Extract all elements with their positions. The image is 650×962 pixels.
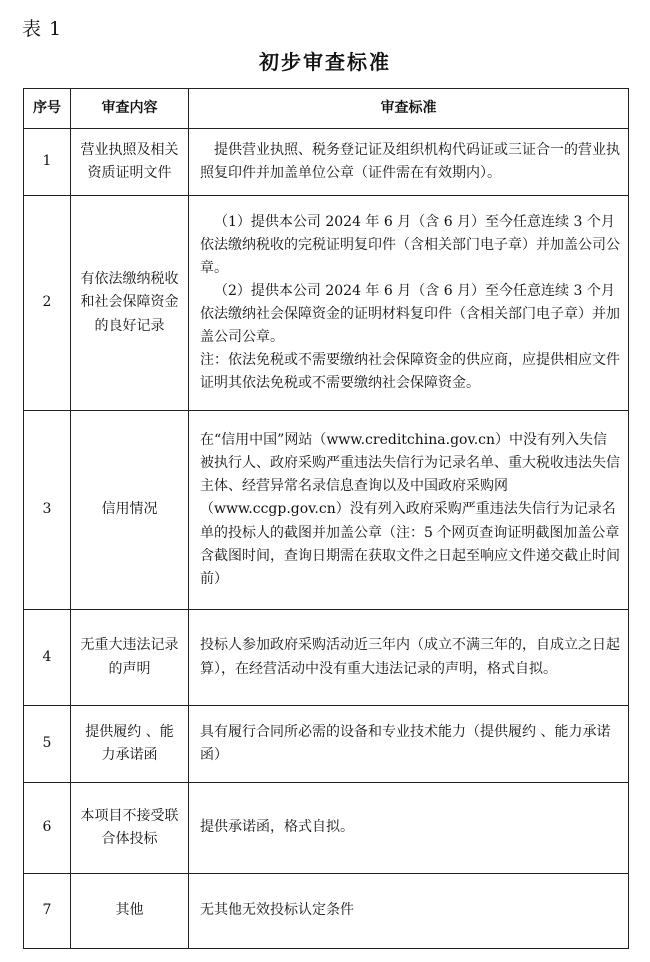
review-standards-table [23,88,629,949]
standard-text: 无其他无效投标认定条件 [200,902,354,919]
row-number: 2 [24,196,71,411]
row-number: 5 [24,706,71,783]
review-content: 营业执照及相关资质证明文件 [71,129,189,196]
review-standard [189,610,629,706]
review-standard [189,129,629,196]
review-content: 提供履约 、能力承诺函 [71,706,189,783]
header-standard: 审查标准 [189,89,629,129]
standard-item-1: （1）提供本公司 2024 年 6 月（含 6 月）至今任意连续 3 个月依法缴纳税收的完税证明复印件（含相关部门电子章）并加盖公司公章。 [200,213,620,276]
standard-text: 提供营业执照、税务登记证及组织机构代码证或三证合一的营业执照复印件并加盖单位公章（证件需在有效期内）。 [200,141,620,181]
header-no: 序号 [24,89,71,129]
standard-text: 具有履行合同所必需的设备和专业技术能力（提供履约 、能力承诺函） [200,723,611,763]
review-content: 无重大违法记录的声明 [71,610,189,706]
review-content: 其他 [71,874,189,949]
review-content: 本项目不接受联合体投标 [71,783,189,874]
table-row [24,874,629,949]
review-standard [189,783,629,874]
table-header-row [24,89,629,129]
review-standard [189,874,629,949]
table-row [24,783,629,874]
header-content: 审查内容 [71,89,189,129]
table-row [24,129,629,196]
table-label: 表 1 [22,18,63,40]
standard-text: 提供承诺函，格式自拟。 [200,819,354,836]
review-standard [189,706,629,783]
row-number: 3 [24,411,71,610]
row-number: 4 [24,610,71,706]
review-standard [189,196,629,411]
review-content: 信用情况 [71,411,189,610]
table-row [24,196,629,411]
document-title: 初步审查标准 [259,50,391,74]
table-row [24,411,629,610]
review-standard [189,411,629,610]
row-number: 7 [24,874,71,949]
standard-item-2: （2）提供本公司 2024 年 6 月（含 6 月）至今任意连续 3 个月依法缴纳社会保障资金的证明材料复印件（含相关部门电子章）并加盖公司公章。 [200,282,620,346]
standard-text: 投标人参加政府采购活动近三年内（成立不满三年的，自成立之日起算），在经营活动中没有重大违法记录的声明，格式自拟。 [200,637,620,677]
table-row [24,706,629,783]
table-row [24,610,629,706]
review-content: 有依法缴纳税收和社会保障资金的良好记录 [71,196,189,411]
standard-note: 注：依法免税或不需要缴纳社会保障资金的供应商，应提供相应文件证明其依法免税或不需要缴纳社会保障资金。 [200,352,620,392]
row-number: 6 [24,783,71,874]
row-number: 1 [24,129,71,196]
standard-text: 在“信用中国”网站（www.creditchina.gov.cn）中没有列入失信被执行人、政府采购严重违法失信行为记录名单、重大税收违法失信主体、经营异常名录信息查询以及中国政府采购网（www.ccgp.gov.cn）没有列入政府采购严重违法失信行为记录名单的投标人的截图并加盖公章（注：5 个网页查询证明截图加盖公章含截图时间，查询日期需在获取文件之日起至响应文件递交截止时间前） [200,432,620,587]
